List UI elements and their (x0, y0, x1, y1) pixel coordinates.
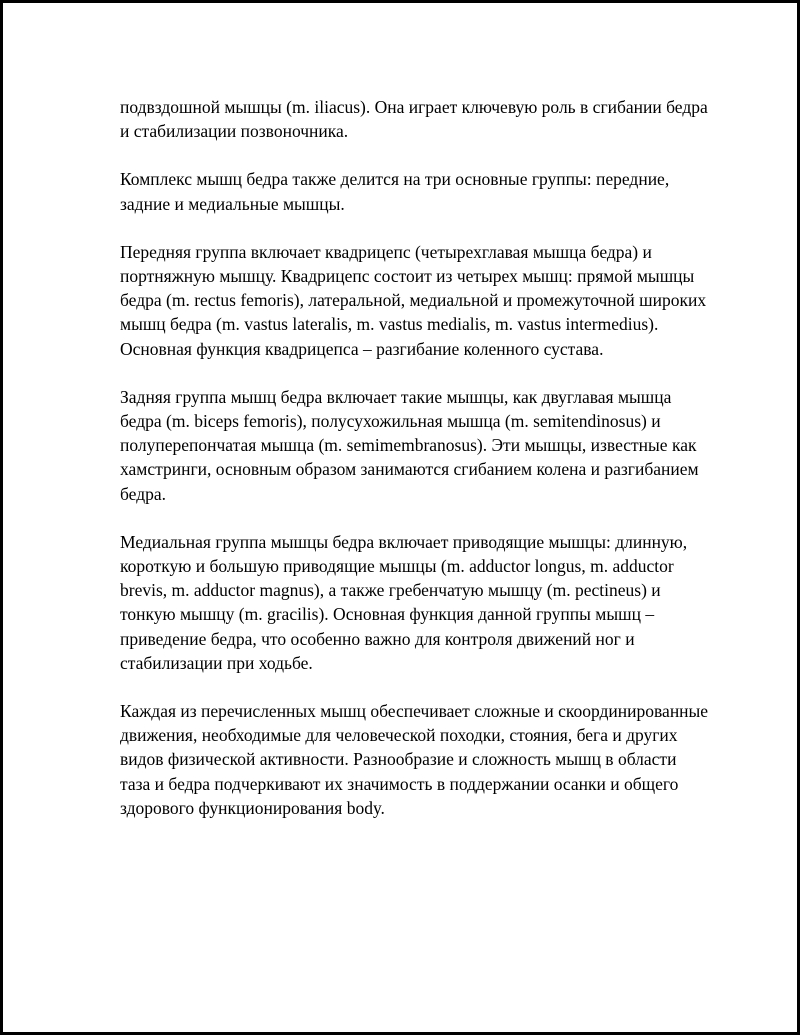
paragraph-conclusion: Каждая из перечисленных мышц обеспечивает сложные и скоординированные движения, необходимые для человеческой походки, стояния, бега и других видов физической активности. Разнообразие и сложность мышц в области таза и бедра подчеркивают их значимость в поддержании осанки и общего здорового функционирования body. (120, 701, 709, 818)
paragraph-iliacus: подвздошной мышцы (m. iliacus). Она играет ключевую роль в сгибании бедра и стабилизации позвоночника. (120, 97, 708, 142)
paragraph-medial-group: Медиальная группа мышцы бедра включает приводящие мышцы: длинную, короткую и большую приводящие мышцы (m. adductor longus, m. adductor brevis, m. adductor magnus), а также гребенчатую мышцу (m. pectineus) и тонкую мышцу (m. gracilis). Основная функция данной группы мышц – приведение бедра, что особенно важно для контроля движений ног и стабилизации при ходьбе. (120, 531, 688, 673)
paragraph-thigh-groups: Комплекс мышц бедра также делится на три основные группы: передние, задние и медиальные мышцы. (120, 169, 670, 214)
paragraph-anterior-group: Передняя группа включает квадрицепс (четырехглавая мышца бедра) и портняжную мышцу. Квадрицепс состоит из четырех мышц: прямой мышцы бедра (m. rectus femoris), латеральной, медиальной и промежуточной широких мышц бедра (m. vastus lateralis, m. vastus medialis, m. vastus intermedius). Основная функция квадрицепса – разгибание коленного сустава. (120, 241, 707, 359)
document-body (120, 95, 710, 844)
paragraph-posterior-group: Задняя группа мышц бедра включает такие мышцы, как двуглавая мышца бедра (m. biceps femoris), полусухожильная мышца (m. semitendinosus) и полуперепончатая мышца (m. semimembranosus). Эти мышцы, известные как хамстринги, основным образом занимаются сгибанием колена и разгибанием бедра. (120, 386, 699, 504)
